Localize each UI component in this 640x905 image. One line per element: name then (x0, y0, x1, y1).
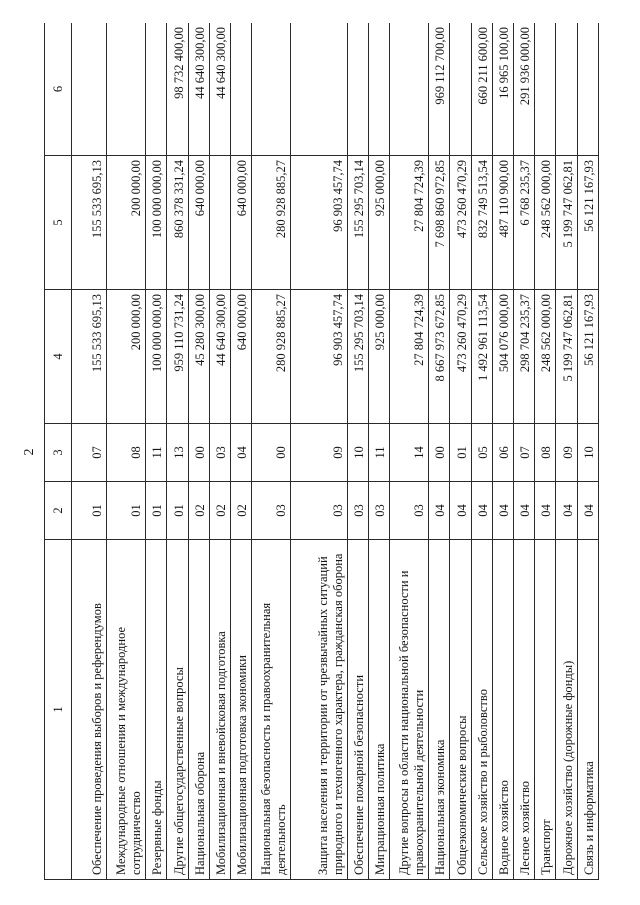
subsection-code: 11 (146, 424, 167, 482)
column-header-5: 5 (45, 156, 72, 290)
table-row (429, 23, 450, 880)
section-code: 04 (492, 482, 513, 540)
subvention-amount (231, 23, 252, 156)
subsection-code: 03 (209, 424, 230, 482)
total-amount: 959 110 731,24 (167, 290, 188, 424)
subsection-code: 07 (514, 424, 535, 482)
row-name: Национальная безопасность и правоохранительная деятельность (252, 540, 291, 880)
row-name: Лесное хозяйство (514, 540, 535, 880)
section-code: 01 (72, 482, 107, 540)
row-name: Дорожное хозяйство (дорожные фонды) (556, 540, 577, 880)
own-funds-amount: 7 698 860 972,85 (429, 156, 450, 290)
subvention-amount (107, 23, 146, 156)
row-name: Мобилизационная подготовка экономики (231, 540, 252, 880)
subsection-code: 08 (535, 424, 556, 482)
own-funds-amount: 100 000 000,00 (146, 156, 167, 290)
own-funds-amount: 96 903 457,74 (291, 156, 348, 290)
row-name: Другие вопросы в области национальной безопасности и правоохранительной деятельности (390, 540, 429, 880)
own-funds-amount: 640 000,00 (231, 156, 252, 290)
page-number: 2 (22, 448, 37, 456)
total-amount: 1 492 961 113,54 (471, 290, 492, 424)
subvention-amount (390, 23, 429, 156)
budget-table-scan (44, 23, 599, 880)
section-code: 02 (209, 482, 230, 540)
own-funds-amount: 6 768 235,37 (514, 156, 535, 290)
subsection-code: 13 (167, 424, 188, 482)
table-row (471, 23, 492, 880)
row-name: Национальная экономика (429, 540, 450, 880)
section-code: 03 (291, 482, 348, 540)
total-amount: 248 562 000,00 (535, 290, 556, 424)
row-name: Мобилизационная и вневойсковая подготовка (209, 540, 230, 880)
subsection-code: 10 (347, 424, 368, 482)
subvention-amount: 98 732 400,00 (167, 23, 188, 156)
column-header-2: 2 (45, 482, 72, 540)
table-row (450, 23, 471, 880)
own-funds-amount: 860 378 331,24 (167, 156, 188, 290)
section-code: 01 (146, 482, 167, 540)
column-header-4: 4 (45, 290, 72, 424)
row-name: Водное хозяйство (492, 540, 513, 880)
subvention-amount (291, 23, 348, 156)
total-amount: 280 928 885,27 (252, 290, 291, 424)
table-header-row (45, 23, 72, 880)
subvention-amount (556, 23, 577, 156)
own-funds-amount: 280 928 885,27 (252, 156, 291, 290)
table-row (492, 23, 513, 880)
table-body (72, 23, 599, 880)
section-code: 04 (429, 482, 450, 540)
section-code: 04 (471, 482, 492, 540)
subvention-amount (146, 23, 167, 156)
subsection-code: 00 (429, 424, 450, 482)
own-funds-amount: 27 804 724,39 (390, 156, 429, 290)
own-funds-amount: 487 110 900,00 (492, 156, 513, 290)
subvention-amount (252, 23, 291, 156)
row-name: Транспорт (535, 540, 556, 880)
column-header-6: 6 (45, 23, 72, 156)
subvention-amount (347, 23, 368, 156)
table-row (535, 23, 556, 880)
own-funds-amount: 832 749 513,54 (471, 156, 492, 290)
section-code: 04 (556, 482, 577, 540)
subvention-amount: 969 112 700,00 (429, 23, 450, 156)
subsection-code: 00 (252, 424, 291, 482)
row-name: Национальная оборона (188, 540, 209, 880)
subvention-amount: 44 640 300,00 (209, 23, 230, 156)
own-funds-amount: 640 000,00 (188, 156, 209, 290)
section-code: 03 (390, 482, 429, 540)
row-name: Связь и информатика (577, 540, 598, 880)
row-name: Обеспечение проведения выборов и референдумов (72, 540, 107, 880)
table-row (556, 23, 577, 880)
table-row (291, 23, 348, 880)
total-amount: 200 000,00 (107, 290, 146, 424)
section-code: 03 (252, 482, 291, 540)
table-row (347, 23, 368, 880)
subvention-amount (72, 23, 107, 156)
own-funds-amount: 925 000,00 (369, 156, 390, 290)
own-funds-amount: 248 562 000,00 (535, 156, 556, 290)
row-name: Защита населения и территории от чрезвычайных ситуаций природного и техногенного характера, гражданская оборона (291, 540, 348, 880)
own-funds-amount: 155 533 695,13 (72, 156, 107, 290)
table-row (231, 23, 252, 880)
row-name: Международные отношения и международное сотрудничество (107, 540, 146, 880)
budget-table (44, 23, 599, 880)
own-funds-amount: 200 000,00 (107, 156, 146, 290)
table-row (188, 23, 209, 880)
column-header-1: 1 (45, 540, 72, 880)
section-code: 03 (369, 482, 390, 540)
subsection-code: 04 (231, 424, 252, 482)
own-funds-amount: 473 260 470,29 (450, 156, 471, 290)
total-amount: 100 000 000,00 (146, 290, 167, 424)
table-row (390, 23, 429, 880)
subvention-amount (577, 23, 598, 156)
section-code: 02 (188, 482, 209, 540)
section-code: 01 (107, 482, 146, 540)
total-amount: 5 199 747 062,81 (556, 290, 577, 424)
subsection-code: 09 (291, 424, 348, 482)
subvention-amount: 16 965 100,00 (492, 23, 513, 156)
subsection-code: 14 (390, 424, 429, 482)
table-row (369, 23, 390, 880)
total-amount: 96 903 457,74 (291, 290, 348, 424)
subsection-code: 00 (188, 424, 209, 482)
table-row (167, 23, 188, 880)
own-funds-amount: 155 295 703,14 (347, 156, 368, 290)
total-amount: 155 295 703,14 (347, 290, 368, 424)
own-funds-amount (209, 156, 230, 290)
section-code: 04 (535, 482, 556, 540)
subsection-code: 01 (450, 424, 471, 482)
own-funds-amount: 56 121 167,93 (577, 156, 598, 290)
table-row (209, 23, 230, 880)
subvention-amount (535, 23, 556, 156)
subvention-amount: 44 640 300,00 (188, 23, 209, 156)
subsection-code: 08 (107, 424, 146, 482)
total-amount: 473 260 470,29 (450, 290, 471, 424)
section-code: 01 (167, 482, 188, 540)
section-code: 03 (347, 482, 368, 540)
subvention-amount: 660 211 600,00 (471, 23, 492, 156)
row-name: Сельское хозяйство и рыболовство (471, 540, 492, 880)
subsection-code: 07 (72, 424, 107, 482)
subsection-code: 06 (492, 424, 513, 482)
total-amount: 925 000,00 (369, 290, 390, 424)
total-amount: 504 076 000,00 (492, 290, 513, 424)
subvention-amount (450, 23, 471, 156)
row-name: Обеспечение пожарной безопасности (347, 540, 368, 880)
section-code: 02 (231, 482, 252, 540)
subsection-code: 05 (471, 424, 492, 482)
table-row (514, 23, 535, 880)
row-name: Другие общегосударственные вопросы (167, 540, 188, 880)
total-amount: 8 667 973 672,85 (429, 290, 450, 424)
total-amount: 45 280 300,00 (188, 290, 209, 424)
table-row (577, 23, 598, 880)
table-row (72, 23, 107, 880)
section-code: 04 (514, 482, 535, 540)
subvention-amount (369, 23, 390, 156)
total-amount: 155 533 695,13 (72, 290, 107, 424)
total-amount: 27 804 724,39 (390, 290, 429, 424)
table-row (252, 23, 291, 880)
row-name: Общеэкономические вопросы (450, 540, 471, 880)
subsection-code: 10 (577, 424, 598, 482)
section-code: 04 (577, 482, 598, 540)
row-name: Миграционная политика (369, 540, 390, 880)
subvention-amount: 291 936 000,00 (514, 23, 535, 156)
table-row (146, 23, 167, 880)
row-name: Резервные фонды (146, 540, 167, 880)
own-funds-amount: 5 199 747 062,81 (556, 156, 577, 290)
table-row (107, 23, 146, 880)
total-amount: 298 704 235,37 (514, 290, 535, 424)
total-amount: 640 000,00 (231, 290, 252, 424)
section-code: 04 (450, 482, 471, 540)
column-header-3: 3 (45, 424, 72, 482)
total-amount: 44 640 300,00 (209, 290, 230, 424)
total-amount: 56 121 167,93 (577, 290, 598, 424)
subsection-code: 11 (369, 424, 390, 482)
subsection-code: 09 (556, 424, 577, 482)
